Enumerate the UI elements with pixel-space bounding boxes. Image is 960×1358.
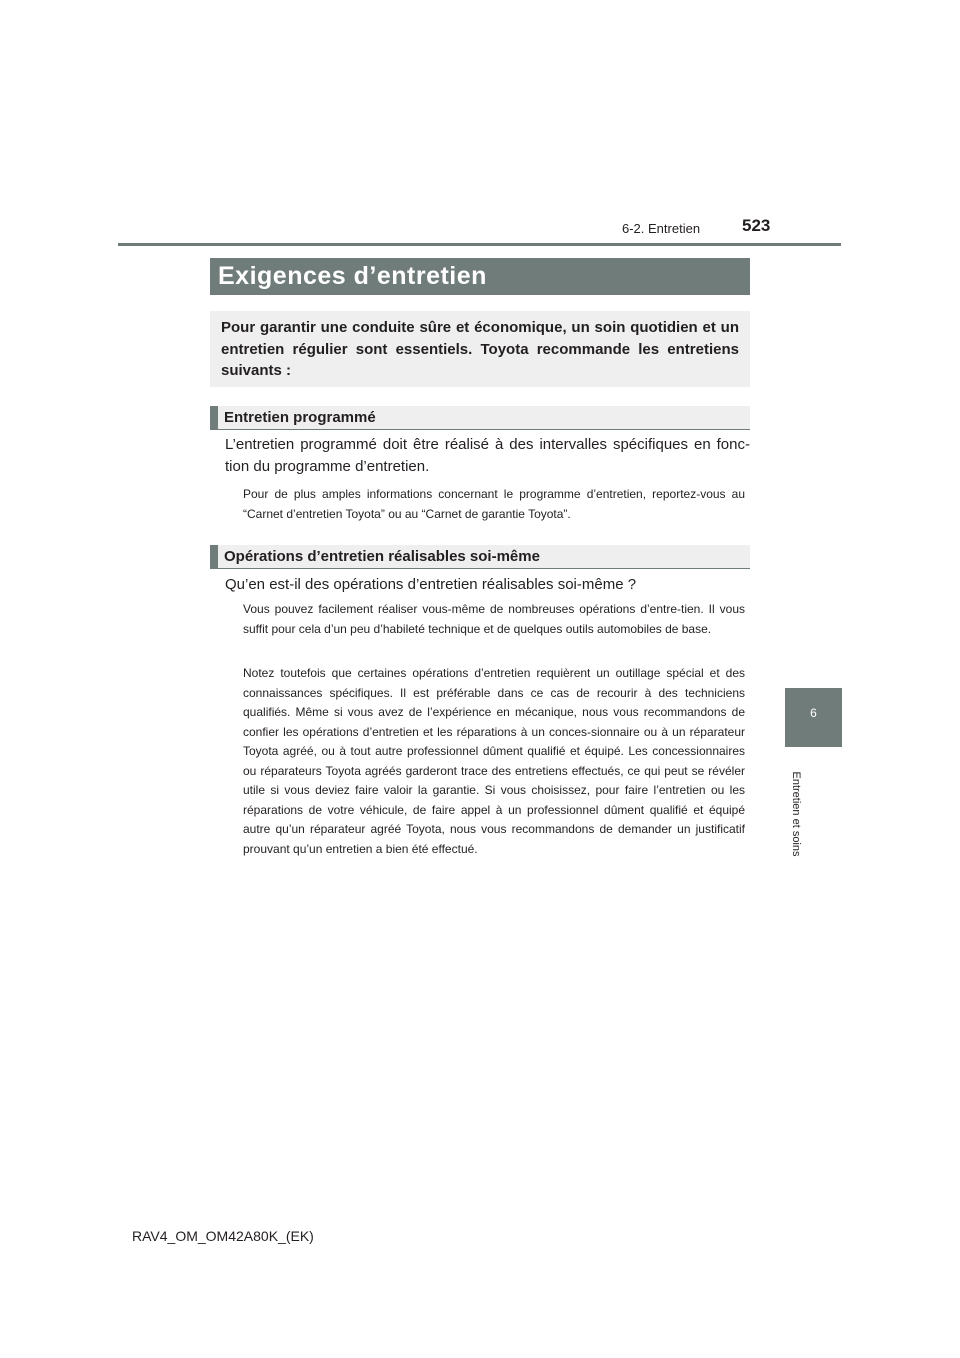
header-section-label: 6-2. Entretien [622,221,701,236]
intro-text: Pour garantir une conduite sûre et économique, un soin quotidien et un entretien régulier sont essentiels. Toyota recommande les entretiens suivants : [221,319,739,379]
section-lead-scheduled: L’entretien programmé doit être réalisé à des intervalles spécifiques en fonc-tion du programme d’entretien. [225,436,750,475]
chapter-number: 6 [810,706,817,720]
section-heading-diy [210,545,750,569]
header-divider [118,243,841,246]
intro-box [210,311,750,387]
section-paragraph: Pour de plus amples informations concernant le programme d’entretien, reportez-vous au “Carnet d’entretien Toyota” ou au “Carnet de garantie Toyota”. [243,487,745,521]
section-paragraph: Notez toutefois que certaines opérations d’entretien requièrent un outillage spécial et des connaissances spécifiques. Il est préférable dans ce cas de recourir à des techniciens qualifiés. Même si vous avez de l’expérience en mécanique, nous vous recommandons de confier les opérations d’entretien et les réparations à un conces-sionnaire ou à un réparateur Toyota agréé, ou à tout autre professionnel dûment qualifié et équipé. Les concessionnaires ou réparateurs Toyota agréés garderont trace des entretiens effectués, ce qui peut se révéler utile si vous deviez faire valoir la garantie. Si vous choisissez, pour faire l’entretien ou les réparations de votre véhicule, de faire appel à un professionnel dûment qualifié et équipé autre qu’un réparateur agréé Toyota, nous vous recommandons de demander un justificatif prouvant qu’un entretien a bien été effectué. [243,666,745,856]
section-lead-diy: Qu’en est-il des opérations d’entretien réalisables soi-même ? [225,576,637,593]
section-heading-text: Entretien programmé [224,409,376,426]
page-number: 523 [742,216,771,235]
heading-accent [210,545,218,568]
section-paragraph: Vous pouvez facilement réaliser vous-même de nombreuses opérations d’entre-tien. Il vous suffit pour cela d’un peu d’habileté technique et de quelques outils automobiles de base. [243,602,745,636]
manual-code: RAV4_OM_OM42A80K_(EK) [132,1228,314,1244]
section-heading-scheduled [210,406,750,430]
chapter-title: Entretien et soins [790,771,802,857]
page-title: Exigences d’entretien [218,262,487,290]
page-title-bar [210,258,750,295]
heading-accent [210,406,218,429]
section-heading-text: Opérations d’entretien réalisables soi-même [224,548,540,565]
